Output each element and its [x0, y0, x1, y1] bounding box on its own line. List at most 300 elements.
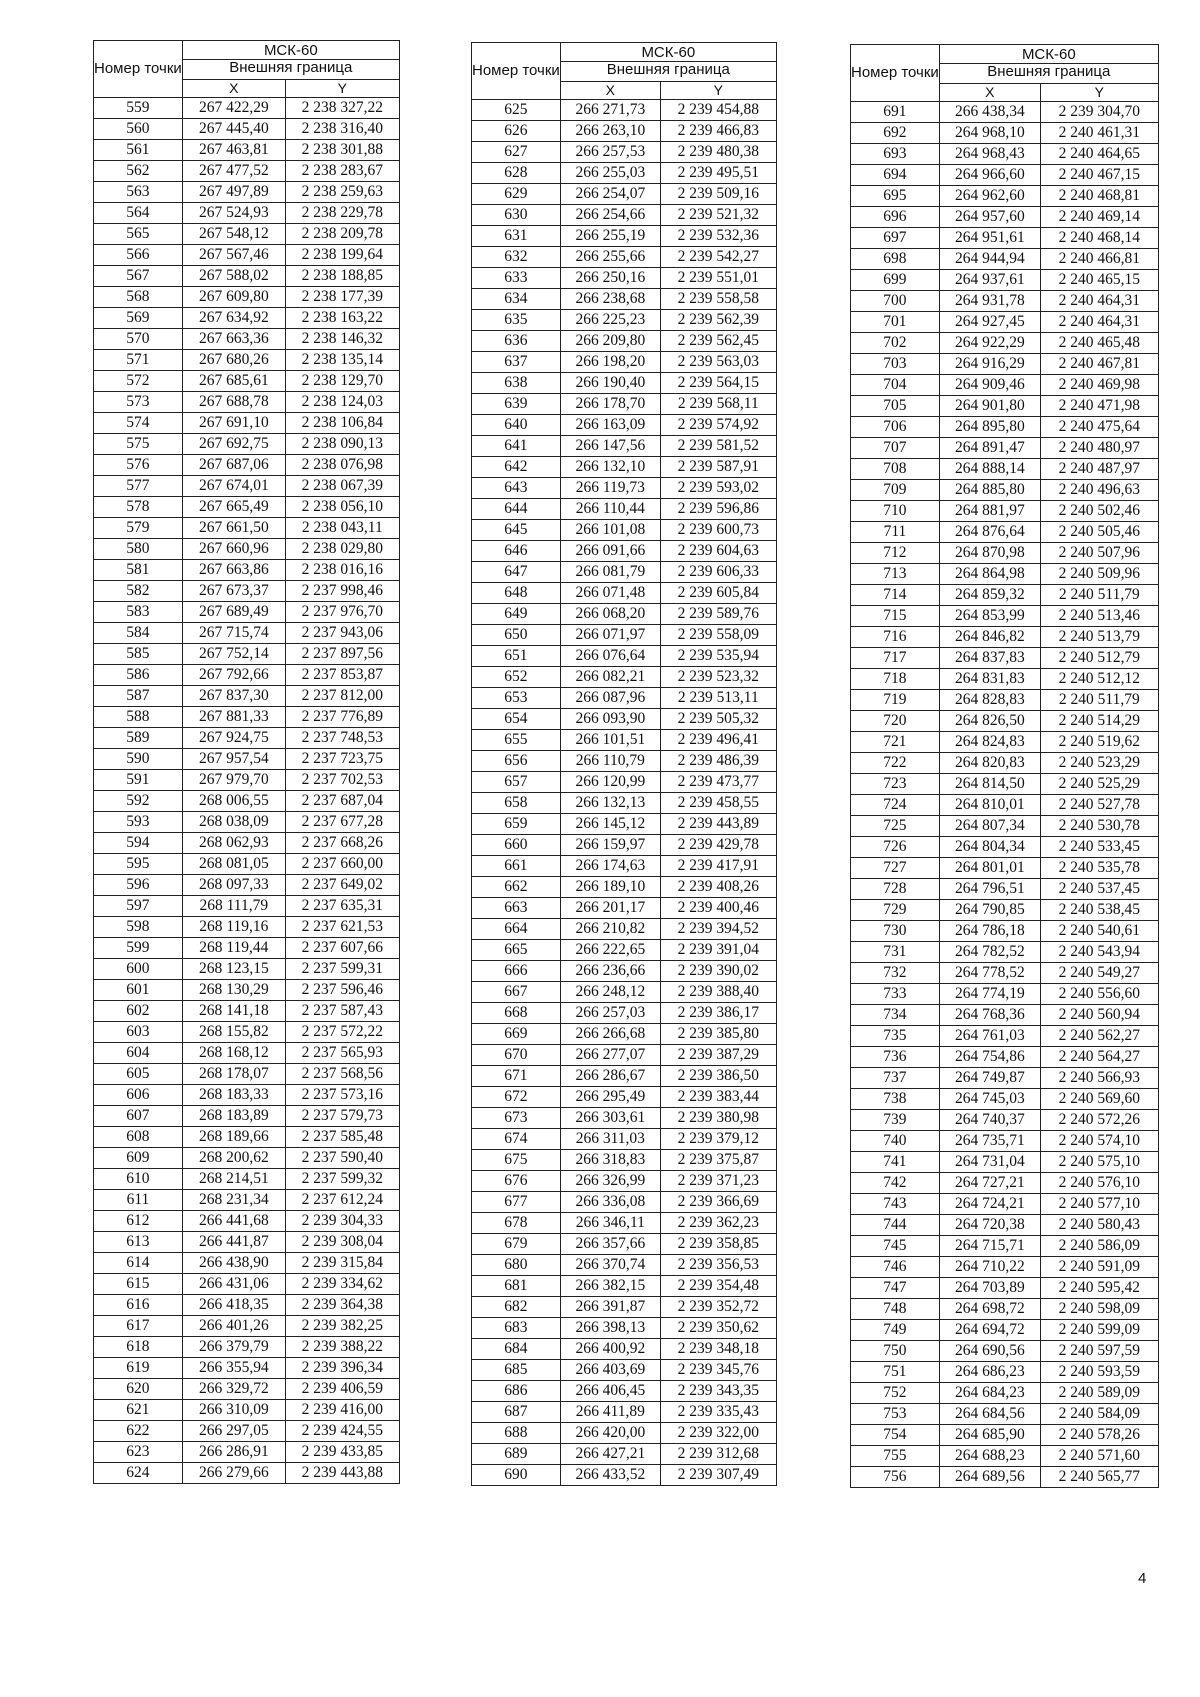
point-number-cell: 679 — [472, 1234, 561, 1255]
table-row — [94, 959, 400, 980]
y-coordinate-cell: 2 238 124,03 — [285, 392, 399, 413]
point-number-cell: 579 — [94, 518, 183, 539]
x-coordinate-cell: 266 254,66 — [560, 205, 660, 226]
x-coordinate-cell: 264 761,03 — [939, 1026, 1040, 1047]
x-coordinate-cell: 266 225,23 — [560, 310, 660, 331]
x-coordinate-cell: 264 740,37 — [939, 1110, 1040, 1131]
point-number-cell: 737 — [851, 1068, 940, 1089]
header-x: X — [182, 79, 285, 97]
table-row — [472, 1066, 777, 1087]
x-coordinate-cell: 264 810,01 — [939, 795, 1040, 816]
y-coordinate-cell: 2 239 589,76 — [660, 604, 776, 625]
y-coordinate-cell: 2 239 408,26 — [660, 877, 776, 898]
point-number-cell: 585 — [94, 644, 183, 665]
y-coordinate-cell: 2 237 976,70 — [285, 602, 399, 623]
point-number-cell: 610 — [94, 1169, 183, 1190]
x-coordinate-cell: 266 236,66 — [560, 961, 660, 982]
y-coordinate-cell: 2 239 558,09 — [660, 625, 776, 646]
x-coordinate-cell: 267 673,37 — [182, 581, 285, 602]
x-coordinate-cell: 267 477,52 — [182, 161, 285, 182]
point-number-cell: 719 — [851, 690, 940, 711]
x-coordinate-cell: 264 778,52 — [939, 963, 1040, 984]
y-coordinate-cell: 2 240 599,09 — [1040, 1320, 1158, 1341]
table-row — [472, 1255, 777, 1276]
point-number-cell: 716 — [851, 627, 940, 648]
header-y: Y — [660, 81, 776, 99]
y-coordinate-cell: 2 237 579,73 — [285, 1106, 399, 1127]
point-number-cell: 576 — [94, 455, 183, 476]
x-coordinate-cell: 266 209,80 — [560, 331, 660, 352]
point-number-cell: 651 — [472, 646, 561, 667]
y-coordinate-cell: 2 240 466,81 — [1040, 249, 1158, 270]
y-coordinate-cell: 2 239 416,00 — [285, 1400, 399, 1421]
y-coordinate-cell: 2 240 523,29 — [1040, 753, 1158, 774]
point-number-cell: 685 — [472, 1360, 561, 1381]
header-point-number: Номер точки — [94, 41, 183, 98]
y-coordinate-cell: 2 239 380,98 — [660, 1108, 776, 1129]
point-number-cell: 689 — [472, 1444, 561, 1465]
x-coordinate-cell: 266 201,17 — [560, 898, 660, 919]
y-coordinate-cell: 2 239 350,62 — [660, 1318, 776, 1339]
y-coordinate-cell: 2 240 512,79 — [1040, 648, 1158, 669]
y-coordinate-cell: 2 238 056,10 — [285, 497, 399, 518]
table-row — [472, 646, 777, 667]
y-coordinate-cell: 2 239 562,39 — [660, 310, 776, 331]
y-coordinate-cell: 2 239 400,46 — [660, 898, 776, 919]
header-y: Y — [1040, 83, 1158, 101]
table-row — [851, 1320, 1159, 1341]
x-coordinate-cell: 267 715,74 — [182, 623, 285, 644]
x-coordinate-cell: 266 159,97 — [560, 835, 660, 856]
x-coordinate-cell: 266 286,91 — [182, 1442, 285, 1463]
point-number-cell: 574 — [94, 413, 183, 434]
x-coordinate-cell: 266 255,66 — [560, 247, 660, 268]
y-coordinate-cell: 2 239 513,11 — [660, 688, 776, 709]
point-number-cell: 690 — [472, 1465, 561, 1486]
table-row — [94, 917, 400, 938]
point-number-cell: 614 — [94, 1253, 183, 1274]
x-coordinate-cell: 267 674,01 — [182, 476, 285, 497]
x-coordinate-cell: 266 370,74 — [560, 1255, 660, 1276]
x-coordinate-cell: 267 691,10 — [182, 413, 285, 434]
point-number-cell: 747 — [851, 1278, 940, 1299]
x-coordinate-cell: 264 864,98 — [939, 564, 1040, 585]
x-coordinate-cell: 264 689,56 — [939, 1467, 1040, 1488]
x-coordinate-cell: 267 837,30 — [182, 686, 285, 707]
table-row — [851, 1425, 1159, 1446]
table-row — [472, 520, 777, 541]
x-coordinate-cell: 267 660,96 — [182, 539, 285, 560]
x-coordinate-cell: 266 120,99 — [560, 772, 660, 793]
table-row — [94, 581, 400, 602]
x-coordinate-cell: 267 924,75 — [182, 728, 285, 749]
point-number-cell: 655 — [472, 730, 561, 751]
point-number-cell: 575 — [94, 434, 183, 455]
x-coordinate-cell: 267 688,78 — [182, 392, 285, 413]
x-coordinate-cell: 266 071,48 — [560, 583, 660, 604]
y-coordinate-cell: 2 239 542,27 — [660, 247, 776, 268]
y-coordinate-cell: 2 238 327,22 — [285, 98, 399, 119]
x-coordinate-cell: 267 665,49 — [182, 497, 285, 518]
y-coordinate-cell: 2 237 621,53 — [285, 917, 399, 938]
table-row — [94, 245, 400, 266]
point-number-cell: 650 — [472, 625, 561, 646]
y-coordinate-cell: 2 239 307,49 — [660, 1465, 776, 1486]
y-coordinate-cell: 2 240 537,45 — [1040, 879, 1158, 900]
y-coordinate-cell: 2 238 188,85 — [285, 266, 399, 287]
table-row — [472, 184, 777, 205]
x-coordinate-cell: 264 909,46 — [939, 375, 1040, 396]
table-row — [851, 396, 1159, 417]
y-coordinate-cell: 2 239 551,01 — [660, 268, 776, 289]
table-row — [851, 1131, 1159, 1152]
y-coordinate-cell: 2 239 383,44 — [660, 1087, 776, 1108]
y-coordinate-cell: 2 239 362,23 — [660, 1213, 776, 1234]
table-row — [472, 898, 777, 919]
x-coordinate-cell: 266 076,64 — [560, 646, 660, 667]
table-row — [472, 1339, 777, 1360]
y-coordinate-cell: 2 240 560,94 — [1040, 1005, 1158, 1026]
x-coordinate-cell: 266 087,96 — [560, 688, 660, 709]
table-row — [94, 476, 400, 497]
point-number-cell: 717 — [851, 648, 940, 669]
y-coordinate-cell: 2 240 569,60 — [1040, 1089, 1158, 1110]
point-number-cell: 571 — [94, 350, 183, 371]
x-coordinate-cell: 266 326,99 — [560, 1171, 660, 1192]
table-row — [94, 98, 400, 119]
table-row — [851, 459, 1159, 480]
table-row — [472, 373, 777, 394]
y-coordinate-cell: 2 239 348,18 — [660, 1339, 776, 1360]
x-coordinate-cell: 266 441,68 — [182, 1211, 285, 1232]
x-coordinate-cell: 266 286,67 — [560, 1066, 660, 1087]
y-coordinate-cell: 2 239 593,02 — [660, 478, 776, 499]
point-number-cell: 680 — [472, 1255, 561, 1276]
x-coordinate-cell: 264 690,56 — [939, 1341, 1040, 1362]
y-coordinate-cell: 2 240 543,94 — [1040, 942, 1158, 963]
point-number-cell: 658 — [472, 793, 561, 814]
point-number-cell: 666 — [472, 961, 561, 982]
point-number-cell: 738 — [851, 1089, 940, 1110]
point-number-cell: 691 — [851, 102, 940, 123]
table-row — [851, 102, 1159, 123]
y-coordinate-cell: 2 237 572,22 — [285, 1022, 399, 1043]
y-coordinate-cell: 2 240 576,10 — [1040, 1173, 1158, 1194]
y-coordinate-cell: 2 239 387,29 — [660, 1045, 776, 1066]
table-row — [94, 1358, 400, 1379]
point-number-cell: 732 — [851, 963, 940, 984]
y-coordinate-cell: 2 239 564,15 — [660, 373, 776, 394]
point-number-cell: 741 — [851, 1152, 940, 1173]
point-number-cell: 615 — [94, 1274, 183, 1295]
point-number-cell: 617 — [94, 1316, 183, 1337]
table-row — [94, 140, 400, 161]
x-coordinate-cell: 268 038,09 — [182, 812, 285, 833]
x-coordinate-cell: 266 254,07 — [560, 184, 660, 205]
x-coordinate-cell: 264 801,01 — [939, 858, 1040, 879]
y-coordinate-cell: 2 240 468,14 — [1040, 228, 1158, 249]
x-coordinate-cell: 267 422,29 — [182, 98, 285, 119]
table-row — [472, 814, 777, 835]
y-coordinate-cell: 2 239 495,51 — [660, 163, 776, 184]
point-number-cell: 624 — [94, 1463, 183, 1484]
table-row — [851, 312, 1159, 333]
y-coordinate-cell: 2 240 566,93 — [1040, 1068, 1158, 1089]
x-coordinate-cell: 266 132,10 — [560, 457, 660, 478]
y-coordinate-cell: 2 239 605,84 — [660, 583, 776, 604]
y-coordinate-cell: 2 239 390,02 — [660, 961, 776, 982]
y-coordinate-cell: 2 240 464,31 — [1040, 291, 1158, 312]
y-coordinate-cell: 2 239 379,12 — [660, 1129, 776, 1150]
table-row — [94, 329, 400, 350]
y-coordinate-cell: 2 238 076,98 — [285, 455, 399, 476]
x-coordinate-cell: 266 210,82 — [560, 919, 660, 940]
table-row — [472, 457, 777, 478]
y-coordinate-cell: 2 239 563,03 — [660, 352, 776, 373]
y-coordinate-cell: 2 237 812,00 — [285, 686, 399, 707]
table-row — [94, 1316, 400, 1337]
table-row — [851, 774, 1159, 795]
point-number-cell: 751 — [851, 1362, 940, 1383]
table-row — [94, 497, 400, 518]
table-row — [94, 1211, 400, 1232]
x-coordinate-cell: 267 661,50 — [182, 518, 285, 539]
point-number-cell: 635 — [472, 310, 561, 331]
table-row — [851, 858, 1159, 879]
y-coordinate-cell: 2 239 443,88 — [285, 1463, 399, 1484]
point-number-cell: 600 — [94, 959, 183, 980]
table-row — [94, 875, 400, 896]
y-coordinate-cell: 2 240 469,98 — [1040, 375, 1158, 396]
y-coordinate-cell: 2 237 635,31 — [285, 896, 399, 917]
y-coordinate-cell: 2 237 587,43 — [285, 1001, 399, 1022]
point-number-cell: 577 — [94, 476, 183, 497]
point-number-cell: 702 — [851, 333, 940, 354]
point-number-cell: 753 — [851, 1404, 940, 1425]
x-coordinate-cell: 268 183,33 — [182, 1085, 285, 1106]
point-number-cell: 728 — [851, 879, 940, 900]
point-number-cell: 597 — [94, 896, 183, 917]
y-coordinate-cell: 2 240 471,98 — [1040, 396, 1158, 417]
point-number-cell: 627 — [472, 142, 561, 163]
x-coordinate-cell: 268 141,18 — [182, 1001, 285, 1022]
point-number-cell: 739 — [851, 1110, 940, 1131]
x-coordinate-cell: 266 248,12 — [560, 982, 660, 1003]
x-coordinate-cell: 267 463,81 — [182, 140, 285, 161]
y-coordinate-cell: 2 237 599,32 — [285, 1169, 399, 1190]
y-coordinate-cell: 2 237 660,00 — [285, 854, 399, 875]
x-coordinate-cell: 266 295,49 — [560, 1087, 660, 1108]
y-coordinate-cell: 2 240 467,81 — [1040, 354, 1158, 375]
table-row — [472, 142, 777, 163]
point-number-cell: 722 — [851, 753, 940, 774]
header-coordinate-system: МСК-60 — [182, 41, 399, 60]
y-coordinate-cell: 2 238 135,14 — [285, 350, 399, 371]
x-coordinate-cell: 267 497,89 — [182, 182, 285, 203]
x-coordinate-cell: 264 688,23 — [939, 1446, 1040, 1467]
table-row — [472, 289, 777, 310]
x-coordinate-cell: 266 068,20 — [560, 604, 660, 625]
y-coordinate-cell: 2 239 509,16 — [660, 184, 776, 205]
table-row — [851, 1215, 1159, 1236]
table-row — [851, 186, 1159, 207]
point-number-cell: 607 — [94, 1106, 183, 1127]
point-number-cell: 645 — [472, 520, 561, 541]
y-coordinate-cell: 2 239 366,69 — [660, 1192, 776, 1213]
x-coordinate-cell: 266 311,03 — [560, 1129, 660, 1150]
x-coordinate-cell: 266 081,79 — [560, 562, 660, 583]
y-coordinate-cell: 2 239 433,85 — [285, 1442, 399, 1463]
y-coordinate-cell: 2 239 581,52 — [660, 436, 776, 457]
table-row — [851, 249, 1159, 270]
point-number-cell: 633 — [472, 268, 561, 289]
y-coordinate-cell: 2 239 335,43 — [660, 1402, 776, 1423]
point-number-cell: 696 — [851, 207, 940, 228]
point-number-cell: 589 — [94, 728, 183, 749]
point-number-cell: 559 — [94, 98, 183, 119]
y-coordinate-cell: 2 237 668,26 — [285, 833, 399, 854]
point-number-cell: 568 — [94, 287, 183, 308]
table-row — [94, 182, 400, 203]
table-row — [94, 791, 400, 812]
x-coordinate-cell: 266 250,16 — [560, 268, 660, 289]
x-coordinate-cell: 268 168,12 — [182, 1043, 285, 1064]
point-number-cell: 708 — [851, 459, 940, 480]
x-coordinate-cell: 264 814,50 — [939, 774, 1040, 795]
y-coordinate-cell: 2 239 388,40 — [660, 982, 776, 1003]
y-coordinate-cell: 2 239 382,25 — [285, 1316, 399, 1337]
point-number-cell: 563 — [94, 182, 183, 203]
table-row — [94, 1148, 400, 1169]
x-coordinate-cell: 264 782,52 — [939, 942, 1040, 963]
y-coordinate-cell: 2 237 599,31 — [285, 959, 399, 980]
point-number-cell: 564 — [94, 203, 183, 224]
x-coordinate-cell: 266 277,07 — [560, 1045, 660, 1066]
x-coordinate-cell: 264 684,56 — [939, 1404, 1040, 1425]
point-number-cell: 681 — [472, 1276, 561, 1297]
x-coordinate-cell: 266 336,08 — [560, 1192, 660, 1213]
point-number-cell: 566 — [94, 245, 183, 266]
table-row — [851, 1299, 1159, 1320]
x-coordinate-cell: 264 727,21 — [939, 1173, 1040, 1194]
x-coordinate-cell: 266 163,09 — [560, 415, 660, 436]
x-coordinate-cell: 268 097,33 — [182, 875, 285, 896]
x-coordinate-cell: 267 881,33 — [182, 707, 285, 728]
table-row — [472, 268, 777, 289]
header-boundary: Внешняя граница — [560, 62, 776, 81]
table-row — [472, 205, 777, 226]
x-coordinate-cell: 264 846,82 — [939, 627, 1040, 648]
point-number-cell: 709 — [851, 480, 940, 501]
point-number-cell: 698 — [851, 249, 940, 270]
x-coordinate-cell: 266 398,13 — [560, 1318, 660, 1339]
point-number-cell: 604 — [94, 1043, 183, 1064]
y-coordinate-cell: 2 239 354,48 — [660, 1276, 776, 1297]
point-number-cell: 687 — [472, 1402, 561, 1423]
y-coordinate-cell: 2 239 523,32 — [660, 667, 776, 688]
table-row — [472, 1150, 777, 1171]
x-coordinate-cell: 266 255,19 — [560, 226, 660, 247]
point-number-cell: 718 — [851, 669, 940, 690]
point-number-cell: 727 — [851, 858, 940, 879]
point-number-cell: 659 — [472, 814, 561, 835]
table-row — [472, 604, 777, 625]
table-row — [94, 602, 400, 623]
table-row — [94, 119, 400, 140]
y-coordinate-cell: 2 239 417,91 — [660, 856, 776, 877]
x-coordinate-cell: 267 609,80 — [182, 287, 285, 308]
point-number-cell: 629 — [472, 184, 561, 205]
y-coordinate-cell: 2 239 574,92 — [660, 415, 776, 436]
x-coordinate-cell: 264 710,22 — [939, 1257, 1040, 1278]
y-coordinate-cell: 2 237 590,40 — [285, 1148, 399, 1169]
x-coordinate-cell: 264 720,38 — [939, 1215, 1040, 1236]
x-coordinate-cell: 267 689,49 — [182, 602, 285, 623]
table-row — [851, 270, 1159, 291]
y-coordinate-cell: 2 239 473,77 — [660, 772, 776, 793]
table-row — [851, 333, 1159, 354]
x-coordinate-cell: 268 189,66 — [182, 1127, 285, 1148]
y-coordinate-cell: 2 239 596,86 — [660, 499, 776, 520]
table-row — [851, 1194, 1159, 1215]
table-row — [851, 1110, 1159, 1131]
y-coordinate-cell: 2 240 578,26 — [1040, 1425, 1158, 1446]
point-number-cell: 731 — [851, 942, 940, 963]
point-number-cell: 656 — [472, 751, 561, 772]
x-coordinate-cell: 266 174,63 — [560, 856, 660, 877]
point-number-cell: 588 — [94, 707, 183, 728]
point-number-cell: 729 — [851, 900, 940, 921]
point-number-cell: 694 — [851, 165, 940, 186]
y-coordinate-cell: 2 237 585,48 — [285, 1127, 399, 1148]
point-number-cell: 675 — [472, 1150, 561, 1171]
point-number-cell: 619 — [94, 1358, 183, 1379]
table-row — [94, 1274, 400, 1295]
table-row — [94, 707, 400, 728]
y-coordinate-cell: 2 238 090,13 — [285, 434, 399, 455]
header-x: X — [560, 81, 660, 99]
table-row — [472, 1087, 777, 1108]
table-row — [851, 1089, 1159, 1110]
x-coordinate-cell: 264 937,61 — [939, 270, 1040, 291]
x-coordinate-cell: 266 418,35 — [182, 1295, 285, 1316]
table-row — [851, 1152, 1159, 1173]
page-number: 4 — [1138, 1570, 1147, 1587]
y-coordinate-cell: 2 240 593,59 — [1040, 1362, 1158, 1383]
y-coordinate-cell: 2 240 467,15 — [1040, 165, 1158, 186]
table-row — [94, 1001, 400, 1022]
table-row — [94, 308, 400, 329]
table-row — [472, 1381, 777, 1402]
table-row — [472, 772, 777, 793]
table-row — [851, 543, 1159, 564]
table-row — [472, 1402, 777, 1423]
x-coordinate-cell: 264 944,94 — [939, 249, 1040, 270]
table-row — [851, 1446, 1159, 1467]
point-number-cell: 648 — [472, 583, 561, 604]
table-row — [472, 331, 777, 352]
y-coordinate-cell: 2 239 429,78 — [660, 835, 776, 856]
y-coordinate-cell: 2 240 571,60 — [1040, 1446, 1158, 1467]
x-coordinate-cell: 267 687,06 — [182, 455, 285, 476]
x-coordinate-cell: 266 391,87 — [560, 1297, 660, 1318]
point-number-cell: 723 — [851, 774, 940, 795]
y-coordinate-cell: 2 240 487,97 — [1040, 459, 1158, 480]
y-coordinate-cell: 2 239 396,34 — [285, 1358, 399, 1379]
point-number-cell: 660 — [472, 835, 561, 856]
point-number-cell: 599 — [94, 938, 183, 959]
point-number-cell: 594 — [94, 833, 183, 854]
